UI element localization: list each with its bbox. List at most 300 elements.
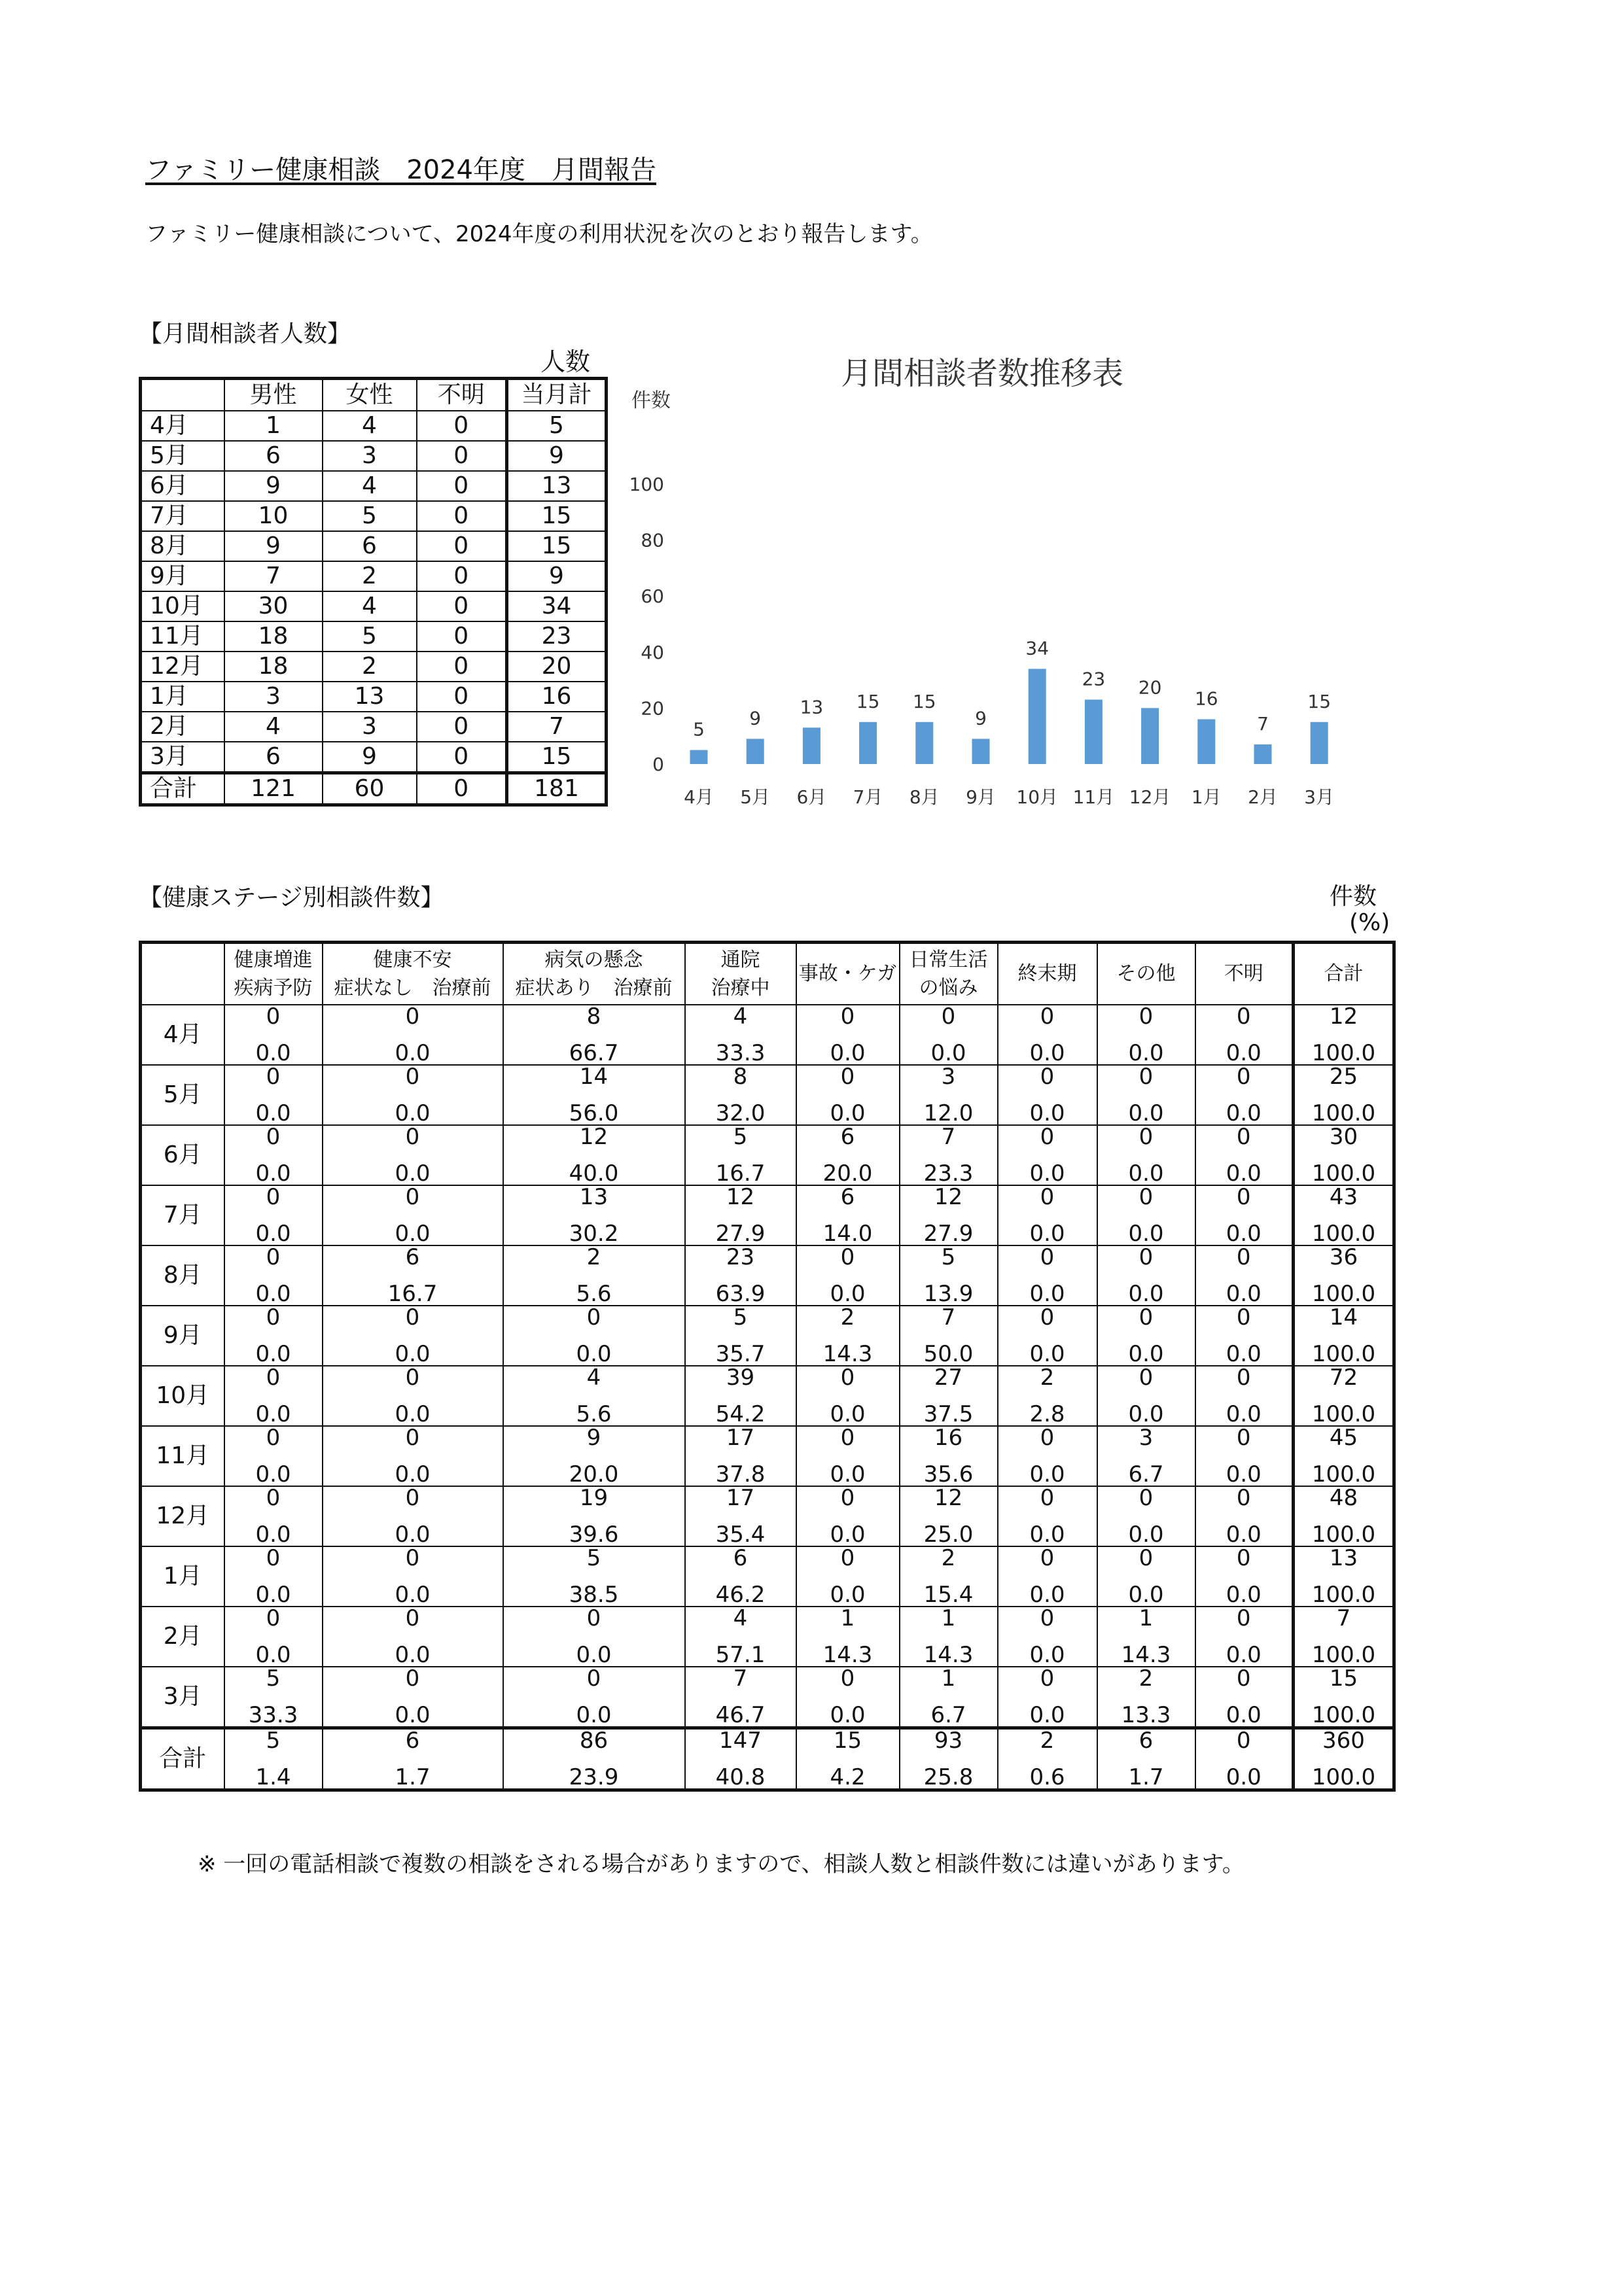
stage-col-header xyxy=(796,943,900,1005)
stage-percent-cell: 6.7 xyxy=(900,1697,998,1728)
stage-col-header xyxy=(141,943,224,1005)
stage-count-cell: 14 xyxy=(1294,1306,1394,1336)
stage-percent-cell: 54.2 xyxy=(685,1396,796,1426)
stage-count-cell: 12 xyxy=(900,1486,998,1516)
stage-percent-cell: 0.0 xyxy=(224,1035,323,1065)
stage-count-cell: 0 xyxy=(323,1005,503,1035)
stage-percent-cell: 4.2 xyxy=(796,1759,900,1790)
stage-percent-cell: 23.9 xyxy=(503,1759,685,1790)
monthly-row xyxy=(141,712,607,742)
stage-percent-cell: 37.8 xyxy=(685,1456,796,1486)
stage-count-cell: 0 xyxy=(1195,1426,1294,1456)
monthly-col-header: 当月計 xyxy=(507,379,607,411)
stage-count-cell: 5 xyxy=(224,1728,323,1760)
stage-col-header-line: 不明 xyxy=(1224,962,1263,986)
chart-bar xyxy=(747,739,764,764)
stage-percent-cell: 0.0 xyxy=(796,1035,900,1065)
chart-data-label: 9 xyxy=(975,707,987,729)
stage-count-cell: 0 xyxy=(323,1306,503,1336)
chart-data-label: 9 xyxy=(749,707,762,729)
stage-count-cell: 7 xyxy=(1294,1607,1394,1637)
monthly-value-cell: 15 xyxy=(507,531,607,561)
stage-percent-row xyxy=(141,1637,1394,1667)
stage-count-cell: 1 xyxy=(796,1607,900,1637)
stage-percent-cell: 0.0 xyxy=(998,1276,1097,1306)
stage-count-cell: 0 xyxy=(998,1245,1097,1276)
stage-percent-row xyxy=(141,1576,1394,1607)
monthly-header-row xyxy=(141,379,607,411)
stage-count-cell: 0 xyxy=(998,1546,1097,1576)
stage-count-cell: 2 xyxy=(796,1306,900,1336)
stage-count-cell: 6 xyxy=(796,1185,900,1215)
stage-percent-cell: 100.0 xyxy=(1294,1396,1394,1426)
stage-count-cell: 0 xyxy=(998,1607,1097,1637)
stage-count-cell: 1 xyxy=(1097,1607,1195,1637)
chart-x-tick-label: 6月 xyxy=(796,786,827,808)
stage-count-cell: 0 xyxy=(1097,1486,1195,1516)
stage-percent-cell: 100.0 xyxy=(1294,1456,1394,1486)
stage-percent-cell: 0.0 xyxy=(1097,1155,1195,1185)
stage-percent-cell: 0.0 xyxy=(323,1396,503,1426)
stage-percent-cell: 32.0 xyxy=(685,1095,796,1125)
chart-data-label: 23 xyxy=(1082,668,1106,690)
chart-x-tick-label: 5月 xyxy=(740,786,771,808)
stage-count-cell: 12 xyxy=(685,1185,796,1215)
stage-count-cell: 0 xyxy=(224,1065,323,1095)
stage-count-cell: 0 xyxy=(224,1245,323,1276)
stage-count-cell: 0 xyxy=(796,1546,900,1576)
stage-percent-cell: 1.4 xyxy=(224,1759,323,1790)
monthly-value-cell: 9 xyxy=(224,531,323,561)
monthly-row xyxy=(141,441,607,471)
monthly-value-cell: 0 xyxy=(417,742,507,773)
chart-x-tick-label: 12月 xyxy=(1129,786,1171,808)
stage-total-percent-row xyxy=(141,1759,1394,1790)
monthly-value-cell: 0 xyxy=(417,712,507,742)
stage-month-cell: 3月 xyxy=(141,1667,224,1728)
stage-count-cell: 0 xyxy=(1097,1185,1195,1215)
stage-percent-cell: 0.0 xyxy=(1195,1155,1294,1185)
stage-count-cell: 0 xyxy=(1195,1125,1294,1155)
stage-count-cell: 2 xyxy=(998,1728,1097,1760)
chart-bar xyxy=(1141,708,1159,764)
stage-count-cell: 0 xyxy=(323,1185,503,1215)
stage-percent-cell: 5.6 xyxy=(503,1276,685,1306)
stage-count-cell: 0 xyxy=(1195,1607,1294,1637)
stage-percent-cell: 100.0 xyxy=(1294,1276,1394,1306)
stage-count-cell: 14 xyxy=(503,1065,685,1095)
stage-percent-cell: 40.0 xyxy=(503,1155,685,1185)
stage-count-cell: 0 xyxy=(998,1185,1097,1215)
stage-count-cell: 0 xyxy=(323,1366,503,1396)
stage-percent-cell: 0.0 xyxy=(323,1576,503,1607)
stage-count-cell: 0 xyxy=(1195,1245,1294,1276)
stage-count-row xyxy=(141,1607,1394,1637)
stage-percent-cell: 0.6 xyxy=(998,1759,1097,1790)
monthly-value-cell: 0 xyxy=(417,531,507,561)
stage-month-cell: 12月 xyxy=(141,1486,224,1546)
stage-percent-cell: 0.0 xyxy=(1097,1035,1195,1065)
stage-count-cell: 0 xyxy=(224,1125,323,1155)
chart-x-tick-label: 11月 xyxy=(1072,786,1115,808)
stage-count-cell: 1 xyxy=(900,1607,998,1637)
stage-count-cell: 48 xyxy=(1294,1486,1394,1516)
stage-count-cell: 6 xyxy=(323,1728,503,1760)
stage-count-cell: 0 xyxy=(998,1426,1097,1456)
stage-count-cell: 93 xyxy=(900,1728,998,1760)
monthly-month-cell: 10月 xyxy=(141,591,224,621)
monthly-value-cell: 4 xyxy=(323,471,417,501)
monthly-value-cell: 4 xyxy=(224,712,323,742)
stage-percent-cell: 0.0 xyxy=(796,1576,900,1607)
stage-count-cell: 7 xyxy=(900,1125,998,1155)
stage-count-cell: 0 xyxy=(224,1607,323,1637)
stage-col-header-line: 事故・ケガ xyxy=(798,962,897,986)
stage-percent-cell: 0.0 xyxy=(796,1516,900,1546)
stage-percent-cell: 0.0 xyxy=(224,1637,323,1667)
monthly-value-cell: 20 xyxy=(507,652,607,682)
monthly-value-cell: 4 xyxy=(323,411,417,441)
stage-col-header-line: 健康増進 xyxy=(234,948,313,971)
stage-col-header xyxy=(685,943,796,1005)
monthly-value-cell: 0 xyxy=(417,561,507,591)
stage-count-row xyxy=(141,1426,1394,1456)
stage-percent-cell: 0.0 xyxy=(323,1155,503,1185)
stage-month-cell: 2月 xyxy=(141,1607,224,1667)
stage-percent-cell: 0.0 xyxy=(224,1336,323,1366)
stage-percent-cell: 0.0 xyxy=(503,1637,685,1667)
stage-count-cell: 0 xyxy=(1097,1065,1195,1095)
stage-month-cell: 合計 xyxy=(141,1728,224,1790)
stage-percent-cell: 20.0 xyxy=(503,1456,685,1486)
stage-percent-cell: 0.0 xyxy=(1097,1336,1195,1366)
stage-percent-cell: 0.0 xyxy=(998,1516,1097,1546)
chart-x-tick-label: 4月 xyxy=(684,786,714,808)
monthly-row xyxy=(141,561,607,591)
monthly-value-cell: 9 xyxy=(224,471,323,501)
stage-count-cell: 2 xyxy=(503,1245,685,1276)
stage-month-cell: 8月 xyxy=(141,1245,224,1306)
monthly-month-cell: 12月 xyxy=(141,652,224,682)
stage-percent-cell: 0.0 xyxy=(998,1035,1097,1065)
stage-percent-cell: 35.6 xyxy=(900,1456,998,1486)
stage-count-cell: 0 xyxy=(796,1486,900,1516)
stage-percent-cell: 0.0 xyxy=(1195,1215,1294,1245)
stage-percent-cell: 0.0 xyxy=(224,1456,323,1486)
stage-count-cell: 23 xyxy=(685,1245,796,1276)
chart-y-axis-label: 件数 xyxy=(631,389,671,412)
stage-count-cell: 0 xyxy=(1195,1366,1294,1396)
stage-percent-cell: 100.0 xyxy=(1294,1215,1394,1245)
stage-percent-cell: 0.0 xyxy=(1195,1516,1294,1546)
stage-count-cell: 86 xyxy=(503,1728,685,1760)
stage-percent-cell: 100.0 xyxy=(1294,1155,1394,1185)
stage-col-header-line: 健康不安 xyxy=(373,948,452,971)
stage-count-cell: 72 xyxy=(1294,1366,1394,1396)
stage-count-cell: 9 xyxy=(503,1426,685,1456)
stage-col-header-line: 通院 xyxy=(720,948,760,971)
stage-count-cell: 5 xyxy=(685,1306,796,1336)
stage-count-cell: 0 xyxy=(224,1546,323,1576)
stage-count-row xyxy=(141,1245,1394,1276)
stage-percent-cell: 25.0 xyxy=(900,1516,998,1546)
chart-x-tick-label: 8月 xyxy=(909,786,940,808)
monthly-value-cell: 0 xyxy=(417,652,507,682)
stage-count-cell: 45 xyxy=(1294,1426,1394,1456)
monthly-row xyxy=(141,682,607,712)
stage-col-header-line: 症状あり 治療前 xyxy=(515,977,673,1000)
chart-data-label: 15 xyxy=(912,690,936,712)
stage-percent-row xyxy=(141,1155,1394,1185)
chart-data-label: 16 xyxy=(1194,687,1218,710)
stage-count-cell: 1 xyxy=(900,1667,998,1697)
monthly-row xyxy=(141,652,607,682)
stage-count-cell: 0 xyxy=(796,1005,900,1035)
stage-percent-cell: 100.0 xyxy=(1294,1035,1394,1065)
stage-count-cell: 30 xyxy=(1294,1125,1394,1155)
stage-percent-cell: 33.3 xyxy=(685,1035,796,1065)
chart-data-label: 20 xyxy=(1138,676,1162,699)
stage-percent-row xyxy=(141,1276,1394,1306)
stage-count-cell: 6 xyxy=(1097,1728,1195,1760)
monthly-value-cell: 9 xyxy=(323,742,417,773)
stage-percent-cell: 0.0 xyxy=(1097,1516,1195,1546)
stage-count-cell: 0 xyxy=(323,1667,503,1697)
stage-percent-cell: 0.0 xyxy=(998,1697,1097,1728)
stage-count-cell: 0 xyxy=(1097,1245,1195,1276)
stage-count-cell: 0 xyxy=(1195,1005,1294,1035)
monthly-value-cell: 13 xyxy=(507,471,607,501)
stage-percent-cell: 56.0 xyxy=(503,1095,685,1125)
stage-percent-row xyxy=(141,1456,1394,1486)
stage-percent-cell: 100.0 xyxy=(1294,1637,1394,1667)
stage-count-cell: 4 xyxy=(685,1005,796,1035)
stage-count-cell: 2 xyxy=(1097,1667,1195,1697)
stage-col-header-line: 合計 xyxy=(1324,962,1364,986)
stage-unit-count-label: 件数 xyxy=(1330,883,1377,910)
chart-x-tick-label: 7月 xyxy=(853,786,883,808)
chart-title: 月間相談者数推移表 xyxy=(841,355,1124,392)
monthly-value-cell: 2 xyxy=(323,652,417,682)
stage-percent-cell: 13.9 xyxy=(900,1276,998,1306)
stage-percent-cell: 100.0 xyxy=(1294,1095,1394,1125)
monthly-row xyxy=(141,591,607,621)
stage-count-row xyxy=(141,1306,1394,1336)
monthly-value-cell: 5 xyxy=(323,621,417,652)
monthly-row xyxy=(141,471,607,501)
stage-percent-cell: 0.0 xyxy=(224,1095,323,1125)
chart-y-tick-label: 80 xyxy=(641,529,664,551)
chart-y-tick-label: 0 xyxy=(652,754,664,775)
stage-month-cell: 1月 xyxy=(141,1546,224,1607)
stage-percent-cell: 0.0 xyxy=(323,1637,503,1667)
monthly-value-cell: 9 xyxy=(507,561,607,591)
stage-percent-cell: 0.0 xyxy=(323,1035,503,1065)
stage-percent-cell: 33.3 xyxy=(224,1697,323,1728)
monthly-row xyxy=(141,411,607,441)
monthly-month-cell: 9月 xyxy=(141,561,224,591)
chart-bar xyxy=(803,727,821,764)
chart-bar xyxy=(915,722,933,764)
stage-percent-cell: 0.0 xyxy=(1195,1336,1294,1366)
monthly-month-cell: 4月 xyxy=(141,411,224,441)
stage-percent-cell: 0.0 xyxy=(998,1215,1097,1245)
stage-count-cell: 12 xyxy=(1294,1005,1394,1035)
stage-percent-cell: 100.0 xyxy=(1294,1336,1394,1366)
health-stage-table xyxy=(139,941,1396,1792)
stage-percent-cell: 13.3 xyxy=(1097,1697,1195,1728)
chart-y-tick-label: 40 xyxy=(641,641,664,663)
stage-count-cell: 360 xyxy=(1294,1728,1394,1760)
stage-percent-cell: 0.0 xyxy=(323,1456,503,1486)
stage-col-header xyxy=(1294,943,1394,1005)
monthly-trend-chart xyxy=(628,347,1459,818)
monthly-row xyxy=(141,501,607,531)
stage-count-row xyxy=(141,1005,1394,1035)
stage-percent-cell: 0.0 xyxy=(224,1516,323,1546)
stage-count-row xyxy=(141,1366,1394,1396)
stage-count-row xyxy=(141,1486,1394,1516)
stage-percent-cell: 0.0 xyxy=(796,1456,900,1486)
stage-count-cell: 16 xyxy=(900,1426,998,1456)
chart-y-tick-label: 100 xyxy=(629,474,664,495)
stage-percent-cell: 100.0 xyxy=(1294,1576,1394,1607)
chart-data-label: 13 xyxy=(800,696,824,718)
stage-col-header-line: 症状なし 治療前 xyxy=(334,977,491,1000)
stage-col-header-line: その他 xyxy=(1116,962,1176,986)
stage-percent-cell: 37.5 xyxy=(900,1396,998,1426)
stage-percent-cell: 46.2 xyxy=(685,1576,796,1607)
stage-percent-cell: 100.0 xyxy=(1294,1697,1394,1728)
stage-percent-cell: 57.1 xyxy=(685,1637,796,1667)
stage-percent-cell: 14.3 xyxy=(1097,1637,1195,1667)
stage-count-cell: 0 xyxy=(1097,1005,1195,1035)
stage-count-cell: 39 xyxy=(685,1366,796,1396)
chart-bar xyxy=(972,739,990,764)
stage-percent-cell: 1.7 xyxy=(1097,1759,1195,1790)
stage-percent-cell: 0.0 xyxy=(1195,1697,1294,1728)
stage-col-header xyxy=(1097,943,1195,1005)
monthly-value-cell: 0 xyxy=(417,682,507,712)
stage-count-cell: 13 xyxy=(1294,1546,1394,1576)
stage-count-cell: 0 xyxy=(1097,1306,1195,1336)
stage-percent-cell: 16.7 xyxy=(685,1155,796,1185)
stage-percent-cell: 0.0 xyxy=(323,1336,503,1366)
stage-count-cell: 0 xyxy=(1195,1546,1294,1576)
stage-count-cell: 5 xyxy=(685,1125,796,1155)
stage-percent-cell: 0.0 xyxy=(998,1155,1097,1185)
stage-count-cell: 0 xyxy=(323,1546,503,1576)
stage-count-cell: 0 xyxy=(796,1667,900,1697)
stage-col-header-line: 疾病予防 xyxy=(234,977,313,1000)
stage-section-heading: 【健康ステージ別相談件数】 xyxy=(139,884,444,911)
monthly-value-cell: 3 xyxy=(323,441,417,471)
stage-percent-row xyxy=(141,1336,1394,1366)
chart-bar xyxy=(690,750,708,764)
monthly-value-cell: 30 xyxy=(224,591,323,621)
stage-percent-cell: 0.0 xyxy=(1097,1095,1195,1125)
stage-percent-cell: 0.0 xyxy=(224,1276,323,1306)
stage-col-header xyxy=(998,943,1097,1005)
stage-percent-row xyxy=(141,1396,1394,1426)
monthly-value-cell: 18 xyxy=(224,621,323,652)
chart-bar xyxy=(859,722,877,764)
stage-count-cell: 0 xyxy=(998,1065,1097,1095)
monthly-value-cell: 3 xyxy=(323,712,417,742)
chart-x-tick-label: 10月 xyxy=(1016,786,1059,808)
chart-bar xyxy=(1029,669,1046,764)
stage-count-cell: 0 xyxy=(224,1306,323,1336)
stage-count-cell: 8 xyxy=(503,1005,685,1035)
stage-count-cell: 4 xyxy=(503,1366,685,1396)
monthly-value-cell: 3 xyxy=(224,682,323,712)
stage-percent-cell: 35.7 xyxy=(685,1336,796,1366)
chart-data-label: 15 xyxy=(1307,690,1332,712)
chart-x-tick-label: 9月 xyxy=(966,786,996,808)
stage-count-cell: 0 xyxy=(1097,1125,1195,1155)
stage-count-cell: 0 xyxy=(998,1486,1097,1516)
stage-count-row xyxy=(141,1185,1394,1215)
chart-data-label: 5 xyxy=(693,718,705,740)
stage-count-cell: 3 xyxy=(900,1065,998,1095)
stage-count-cell: 0 xyxy=(1195,1486,1294,1516)
stage-percent-cell: 0.0 xyxy=(323,1215,503,1245)
stage-month-cell: 9月 xyxy=(141,1306,224,1366)
stage-count-cell: 147 xyxy=(685,1728,796,1760)
stage-percent-row xyxy=(141,1215,1394,1245)
stage-percent-cell: 100.0 xyxy=(1294,1516,1394,1546)
stage-header-row xyxy=(141,943,1394,1005)
stage-total-count-row xyxy=(141,1728,1394,1760)
stage-count-row xyxy=(141,1667,1394,1697)
monthly-value-cell: 0 xyxy=(417,621,507,652)
monthly-month-cell: 6月 xyxy=(141,471,224,501)
stage-count-cell: 17 xyxy=(685,1426,796,1456)
stage-count-cell: 0 xyxy=(323,1607,503,1637)
stage-percent-cell: 25.8 xyxy=(900,1759,998,1790)
stage-count-cell: 2 xyxy=(998,1366,1097,1396)
stage-percent-cell: 16.7 xyxy=(323,1276,503,1306)
monthly-total-label: 合計 xyxy=(141,773,224,805)
monthly-total-cell: 121 xyxy=(224,773,323,805)
stage-percent-cell: 0.0 xyxy=(323,1095,503,1125)
stage-count-cell: 0 xyxy=(1195,1667,1294,1697)
stage-percent-cell: 0.0 xyxy=(900,1035,998,1065)
stage-percent-cell: 0.0 xyxy=(323,1516,503,1546)
stage-month-cell: 11月 xyxy=(141,1426,224,1486)
stage-count-cell: 7 xyxy=(685,1667,796,1697)
stage-col-header-line: 病気の懸念 xyxy=(544,948,643,971)
stage-percent-cell: 14.3 xyxy=(796,1637,900,1667)
stage-percent-cell: 0.0 xyxy=(503,1336,685,1366)
monthly-value-cell: 6 xyxy=(323,531,417,561)
monthly-value-cell: 6 xyxy=(224,742,323,773)
monthly-col-header: 女性 xyxy=(323,379,417,411)
stage-percent-cell: 30.2 xyxy=(503,1215,685,1245)
stage-count-cell: 43 xyxy=(1294,1185,1394,1215)
stage-count-cell: 13 xyxy=(503,1185,685,1215)
stage-count-cell: 0 xyxy=(503,1667,685,1697)
stage-count-cell: 0 xyxy=(224,1185,323,1215)
monthly-value-cell: 5 xyxy=(323,501,417,531)
stage-col-header xyxy=(224,943,323,1005)
monthly-value-cell: 16 xyxy=(507,682,607,712)
stage-percent-cell: 1.7 xyxy=(323,1759,503,1790)
stage-unit-percent-label: (%) xyxy=(1349,909,1390,936)
stage-count-cell: 6 xyxy=(323,1245,503,1276)
stage-month-cell: 10月 xyxy=(141,1366,224,1426)
monthly-value-cell: 34 xyxy=(507,591,607,621)
